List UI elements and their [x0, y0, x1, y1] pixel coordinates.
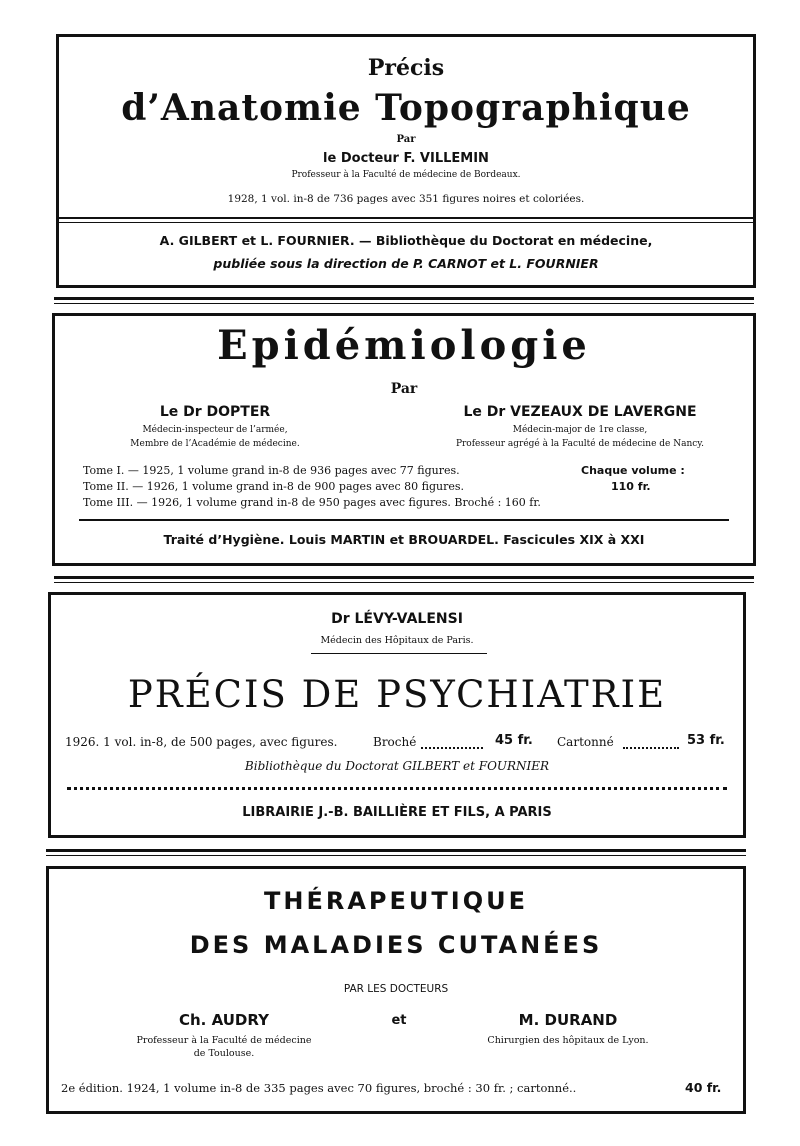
ad1-series-line1: A. GILBERT et L. FOURNIER. — Bibliothèque du Doctorat en médecine, [159, 233, 653, 248]
ad2-title: Epidémiologie [217, 322, 591, 369]
ad2-price: 110 fr. [611, 480, 651, 493]
ad2-author1-role1: Médecin-inspecteur de l’armée, [142, 425, 288, 435]
ad2-series: Traité d’Hygiène. Louis MARTIN et BROUARDEL. Fascicules XIX à XXI [163, 532, 645, 547]
ad2-tome1: Tome I. — 1925, 1 volume grand in-8 de 936 pages avec 77 figures. [83, 464, 460, 477]
ad3-short-rule [311, 653, 487, 654]
ad3-publisher: LIBRAIRIE J.-B. BAILLIÈRE ET FILS, A PARIS [242, 805, 552, 820]
ad4-author1: Ch. AUDRY [179, 1011, 269, 1029]
ad2-author2: Le Dr VEZEAUX DE LAVERGNE [463, 404, 697, 420]
ad2-price-label: Chaque volume : [581, 464, 685, 477]
ad3-series: Bibliothèque du Doctorat GILBERT et FOURNIER [244, 759, 550, 773]
ad3-cartonne-leader [623, 747, 679, 749]
ad1-author: le Docteur F. VILLEMIN [323, 151, 489, 166]
ad-anatomie [56, 34, 756, 288]
ad3-author: Dr LÉVY-VALENSI [331, 611, 463, 627]
ad3-broche-label: Broché [373, 735, 417, 749]
separator [54, 297, 754, 304]
ad2-divider [79, 519, 729, 521]
ad-therapeutique [46, 866, 746, 1114]
ad3-dotted-divider [67, 787, 727, 790]
ad1-title-small: Précis [367, 55, 445, 81]
ad2-author1-role2: Membre de l’Académie de médecine. [130, 439, 300, 449]
ad1-divider [59, 217, 753, 219]
separator [46, 849, 746, 856]
ad2-tome2: Tome II. — 1926, 1 volume grand in-8 de 900 pages avec 80 figures. [83, 480, 465, 493]
ad4-title-line1: THÉRAPEUTIQUE [264, 887, 528, 915]
ad4-author1-role1: Professeur à la Faculté de médecine [136, 1035, 312, 1046]
ad4-author2-role: Chirurgien des hôpitaux de Lyon. [487, 1035, 649, 1046]
ad3-title: PRÉCIS DE PSYCHIATRIE [127, 673, 667, 716]
ad1-series-line2: publiée sous la direction de P. CARNOT et L. FOURNIER [213, 256, 599, 271]
ad2-author2-role2: Professeur agrégé à la Faculté de médecine de Nancy. [455, 439, 705, 449]
ad2-par: Par [390, 381, 418, 397]
ad-epidemiologie [52, 313, 756, 566]
ad1-divider-thin [59, 222, 753, 223]
ad2-author2-role1: Médecin-major de 1re classe, [512, 425, 648, 435]
ad1-edition: 1928, 1 vol. in-8 de 736 pages avec 351 figures noires et coloriées. [227, 193, 585, 205]
ad4-title-line2: DES MALADIES CUTANÉES [189, 931, 603, 959]
ad3-cartonne-price: 53 fr. [687, 733, 725, 748]
ad3-edition: 1926. 1 vol. in-8, de 500 pages, avec figures. [65, 735, 338, 749]
ad1-title: d’Anatomie Topographique [121, 87, 691, 129]
ad4-author1-role2: de Toulouse. [193, 1048, 255, 1059]
ad3-cartonne-label: Cartonné [557, 735, 614, 749]
ad3-author-role: Médecin des Hôpitaux de Paris. [320, 635, 474, 646]
ad4-price: 40 fr. [685, 1080, 722, 1095]
ad-psychiatrie [48, 592, 746, 838]
ad4-et: et [391, 1013, 407, 1028]
ad3-broche-leader [421, 747, 483, 749]
ad4-edition: 2e édition. 1924, 1 volume in-8 de 335 pages avec 70 figures, broché : 30 fr. ; cartonné.. [61, 1081, 577, 1095]
ad2-tome3: Tome III. — 1926, 1 volume grand in-8 de 950 pages avec figures. Broché : 160 fr. [83, 496, 541, 509]
ad3-broche-price: 45 fr. [495, 733, 533, 748]
ad4-author2: M. DURAND [518, 1011, 618, 1029]
ad4-par: PAR LES DOCTEURS [343, 983, 449, 995]
ad1-author-role: Professeur à la Faculté de médecine de Bordeaux. [291, 170, 521, 180]
separator [54, 576, 754, 583]
ad1-par: Par [396, 134, 416, 145]
ad2-author1: Le Dr DOPTER [159, 404, 271, 420]
